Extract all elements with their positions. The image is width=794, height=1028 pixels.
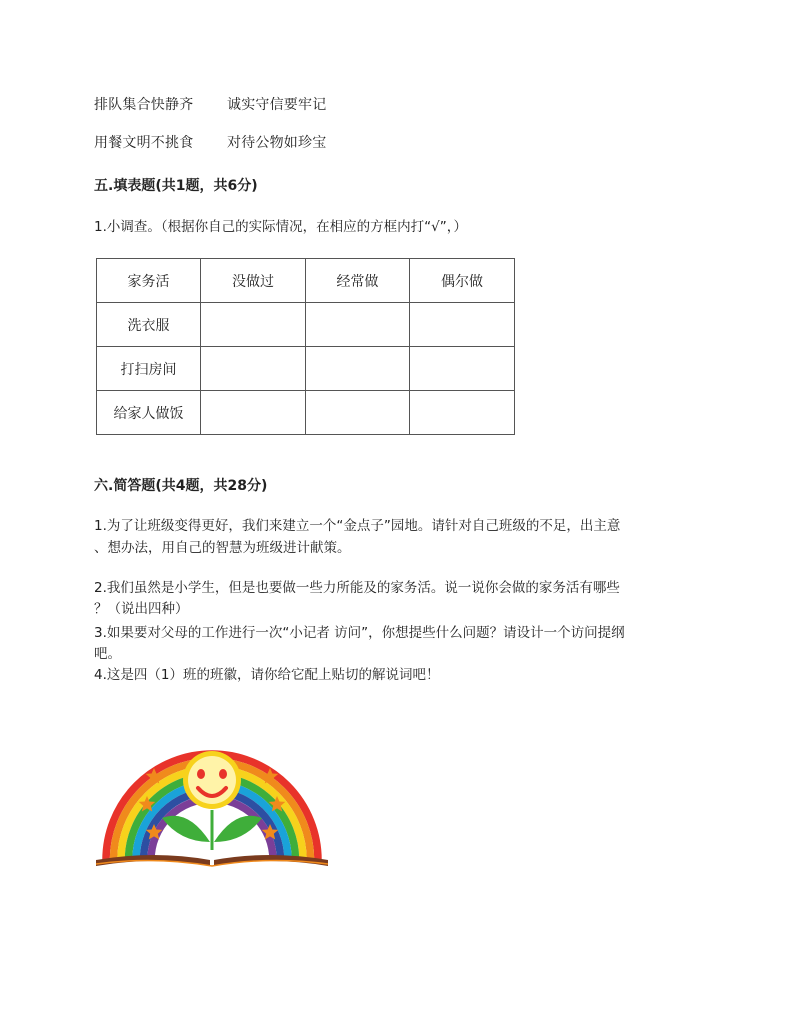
rule-text: 诚实守信要牢记 — [227, 97, 327, 113]
survey-question: 1.小调查。（根据你自己的实际情况，在相应的方框内打“√”，） — [94, 219, 467, 235]
question-3-line-1: 3.如果要对父母的工作进行一次“小记者 访问”，你想提些什么问题？请设计一个访问提纲 — [94, 625, 625, 641]
class-emblem-svg — [92, 700, 332, 870]
checkbox-cell[interactable] — [306, 391, 410, 435]
checkbox-cell[interactable] — [201, 303, 306, 347]
table-row — [97, 391, 515, 435]
table-cell: 洗衣服 — [97, 303, 201, 347]
table-cell: 打扫房间 — [97, 347, 201, 391]
checkbox-cell[interactable] — [410, 303, 515, 347]
rule-text: 用餐文明不挑食 — [94, 135, 194, 151]
table-header-row — [97, 259, 515, 303]
checkbox-cell[interactable] — [306, 347, 410, 391]
table-header-cell: 经常做 — [306, 259, 410, 303]
section-6-heading: 六.简答题(共4题，共28分) — [94, 478, 268, 494]
rule-text: 对待公物如珍宝 — [227, 135, 327, 151]
leaves-icon — [162, 810, 262, 850]
rule-text: 排队集合快静齐 — [94, 97, 194, 113]
table-row — [97, 303, 515, 347]
table-header-cell: 家务活 — [97, 259, 201, 303]
question-1-line-1: 1.为了让班级变得更好，我们来建立一个“金点子”园地。请针对自己班级的不足，出主意 — [94, 518, 621, 534]
open-book-icon — [96, 855, 328, 866]
table-cell: 给家人做饭 — [97, 391, 201, 435]
checkbox-cell[interactable] — [410, 391, 515, 435]
class-emblem-icon — [92, 700, 332, 874]
question-2-line-1: 2.我们虽然是小学生，但是也要做一些力所能及的家务活。说一说你会做的家务活有哪些 — [94, 580, 620, 596]
question-1-line-2: 、想办法，用自己的智慧为班级进计献策。 — [94, 540, 351, 556]
checkbox-cell[interactable] — [201, 391, 306, 435]
table-row — [97, 347, 515, 391]
checkbox-cell[interactable] — [306, 303, 410, 347]
question-3-line-2: 吧。 — [94, 646, 121, 662]
survey-table — [96, 258, 515, 435]
checkbox-cell[interactable] — [410, 347, 515, 391]
table-header-cell: 偶尔做 — [410, 259, 515, 303]
checkbox-cell[interactable] — [201, 347, 306, 391]
flower-face-icon — [183, 751, 241, 809]
question-4: 4.这是四（1）班的班徽，请你给它配上贴切的解说词吧！ — [94, 667, 440, 683]
table-header-cell: 没做过 — [201, 259, 306, 303]
question-2-line-2: ？（说出四种） — [94, 601, 189, 617]
section-5-heading: 五.填表题(共1题，共6分) — [94, 178, 258, 194]
